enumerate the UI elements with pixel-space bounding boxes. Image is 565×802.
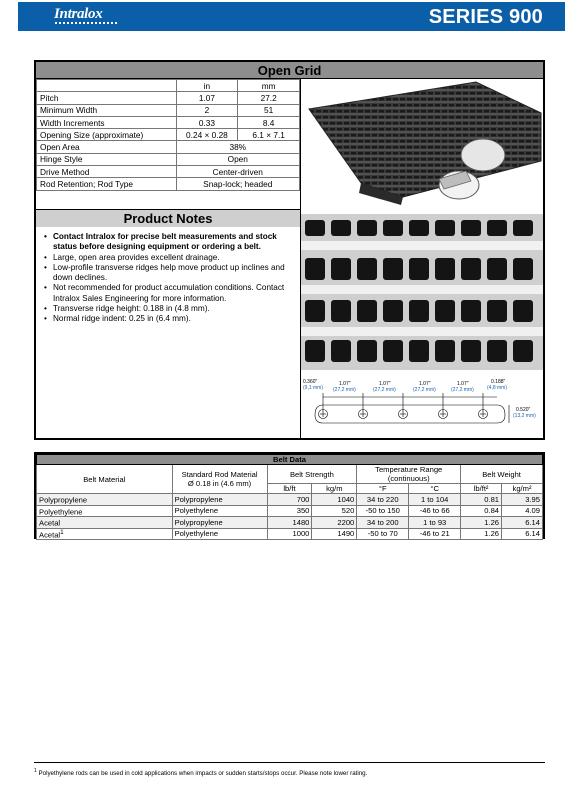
spec-value: Snap-lock; headed: [176, 178, 299, 190]
spec-in: 0.24 × 0.28: [176, 129, 238, 141]
note-item: • Not recommended for product accumulation conditions. Contact Intralox Sales Engineering for more information.: [44, 283, 296, 304]
belt-data-panel: [34, 452, 545, 539]
note-item: • Contact Intralox for precise belt measurements and stock status before designing equipment or ordering a belt.: [44, 232, 296, 253]
unit-f: °F: [357, 484, 409, 494]
spec-value: Open: [176, 153, 299, 165]
cell-lbft2: 0.81: [461, 494, 502, 506]
spec-row: [37, 141, 300, 153]
unit-c: °C: [409, 484, 461, 494]
footnote-text: Polyethylene rods can be used in cold applications when impacts or sudden starts/stops occur. Please note lower rating.: [38, 770, 368, 778]
cell-lbft2: 1.26: [461, 517, 502, 529]
dim-depth-mm: (13,2 mm): [513, 413, 536, 419]
footnote-rule: [34, 762, 545, 763]
spec-row: [37, 129, 300, 141]
product-notes-header: [36, 210, 300, 227]
spec-value: 38%: [176, 141, 299, 153]
spec-row: [37, 166, 300, 178]
col-rod-material: [172, 465, 267, 494]
cell-lbft2: 0.84: [461, 505, 502, 517]
spec-label: Opening Size (approximate): [37, 129, 177, 141]
dim-ridge-mm: (4,8 mm): [487, 385, 507, 391]
cell-c: 1 to 93: [409, 517, 461, 529]
cell-material: [37, 517, 173, 529]
col-temperature: [357, 465, 461, 484]
dim-pitch-mm: (27,2 mm): [333, 387, 356, 393]
unit-kgm: kg/m: [312, 484, 357, 494]
cell-material: [37, 494, 173, 506]
dim-pitch-in: 1.07": [339, 381, 351, 387]
cell-c: -46 to 21: [409, 528, 461, 540]
spec-mm: 6.1 × 7.1: [238, 129, 300, 141]
product-notes-title: Product Notes: [123, 211, 213, 226]
spec-mm: 8.4: [238, 116, 300, 128]
cell-rod: Polypropylene: [172, 494, 267, 506]
dim-pitch-mm: (27,2 mm): [451, 387, 474, 393]
table-row: [37, 494, 543, 506]
spec-label: Open Area: [37, 141, 177, 153]
cell-f: -50 to 150: [357, 505, 409, 517]
unit-lbft: lb/ft: [267, 484, 312, 494]
col-temperature-line2: (continuous): [387, 474, 430, 483]
cell-c: 1 to 104: [409, 494, 461, 506]
belt-data-header-row: [37, 465, 543, 484]
cell-lbft: 350: [267, 505, 312, 517]
col-belt-strength: Belt Strength: [267, 465, 357, 484]
cell-rod: Polyethylene: [172, 505, 267, 517]
spec-value: Center-driven: [176, 166, 299, 178]
cell-kgm: 1040: [312, 494, 357, 506]
logo-chain-graphic: [55, 22, 117, 26]
spec-label: Width Increments: [37, 116, 177, 128]
cell-lbft: 1000: [267, 528, 312, 540]
unit-lbft2: lb/ft²: [461, 484, 502, 494]
note-item: • Low-profile transverse ridges help move product up inclines and down declines.: [44, 263, 296, 284]
dim-pitch-in: 1.07": [379, 381, 391, 387]
spec-row: [37, 153, 300, 165]
cell-lbft: 700: [267, 494, 312, 506]
table-row: [37, 505, 543, 517]
cell-rod: Polypropylene: [172, 517, 267, 529]
spec-row: [37, 116, 300, 128]
dimension-drawing: [301, 375, 543, 438]
spec-label: Hinge Style: [37, 153, 177, 165]
unit-kgm2: kg/m²: [502, 484, 543, 494]
spec-header-row: [37, 80, 300, 92]
logo-wordmark: Intralox: [54, 6, 103, 22]
cell-material-text: Acetal: [39, 518, 61, 528]
product-notes-section: [36, 209, 300, 438]
table-row: [37, 528, 543, 540]
note-item: • Normal ridge indent: 0.25 in (6.4 mm).: [44, 314, 296, 324]
cell-material: [37, 505, 173, 517]
header-bar: [18, 2, 565, 31]
col-rod-material-line1: Standard Rod Material: [181, 470, 258, 479]
cell-material-sup: 1: [60, 528, 64, 536]
spec-mm: 27.2: [238, 92, 300, 104]
cell-kgm2: 4.09: [502, 505, 543, 517]
col-temperature-line1: Temperature Range: [375, 465, 443, 474]
dim-thickness-mm: (9,1 mm): [303, 385, 323, 391]
spec-row: [37, 178, 300, 190]
spec-in: 0.33: [176, 116, 238, 128]
spec-mm: 51: [238, 104, 300, 116]
belt-render-image: [301, 79, 543, 207]
cell-kgm: 2200: [312, 517, 357, 529]
product-notes-list: [44, 232, 296, 325]
cell-lbft: 1480: [267, 517, 312, 529]
spec-col-mm: mm: [238, 80, 300, 92]
col-belt-weight: Belt Weight: [461, 465, 543, 484]
spec-in: 2: [176, 104, 238, 116]
table-row: [37, 517, 543, 529]
open-grid-header: [36, 62, 543, 79]
open-grid-panel: [34, 60, 545, 440]
dim-pitch-in: 1.07": [457, 381, 469, 387]
belt-data-table: [36, 454, 543, 540]
note-item: • Transverse ridge height: 0.188 in (4.8 mm).: [44, 304, 296, 314]
cell-material-text: Polypropylene: [39, 495, 88, 505]
dim-pitch-in: 1.07": [419, 381, 431, 387]
cell-f: 34 to 220: [357, 494, 409, 506]
spec-header-blank: [37, 80, 177, 92]
cell-material-text: Acetal: [39, 530, 61, 540]
col-belt-material: Belt Material: [37, 465, 173, 494]
spec-table: [36, 79, 300, 191]
spec-label: Pitch: [37, 92, 177, 104]
cell-kgm2: 6.14: [502, 528, 543, 540]
note-item: • Large, open area provides excellent drainage.: [44, 253, 296, 263]
cell-lbft2: 1.26: [461, 528, 502, 540]
cell-f: 34 to 200: [357, 517, 409, 529]
spec-label: Drive Method: [37, 166, 177, 178]
spec-label: Minimum Width: [37, 104, 177, 116]
cell-kgm2: 6.14: [502, 517, 543, 529]
belt-closeup-image: [301, 214, 543, 370]
dim-thickness-in: 0.360": [303, 379, 318, 385]
cell-kgm: 1490: [312, 528, 357, 540]
intralox-logo: [54, 6, 120, 30]
spec-row: [37, 92, 300, 104]
spec-in: 1.07: [176, 92, 238, 104]
spec-label: Rod Retention; Rod Type: [37, 178, 177, 190]
cell-kgm2: 3.95: [502, 494, 543, 506]
footnote: [34, 768, 367, 777]
cell-material-text: Polyethylene: [39, 507, 83, 517]
dim-pitch-mm: (27,2 mm): [373, 387, 396, 393]
belt-data-title: Belt Data: [37, 455, 543, 465]
cell-kgm: 520: [312, 505, 357, 517]
series-title: SERIES 900: [428, 6, 543, 28]
belt-data-title-row: [37, 455, 543, 465]
cell-f: -50 to 70: [357, 528, 409, 540]
cell-c: -46 to 66: [409, 505, 461, 517]
col-rod-material-line2: Ø 0.18 in (4.6 mm): [187, 479, 252, 488]
open-grid-title: Open Grid: [257, 63, 322, 78]
footnote-marker: 1: [34, 768, 37, 774]
dim-depth-in: 0.520": [516, 407, 531, 413]
cell-rod: Polyethylene: [172, 528, 267, 540]
dim-ridge-in: 0.188": [491, 379, 506, 385]
spec-col-in: in: [176, 80, 238, 92]
cell-material: [37, 528, 173, 540]
spec-row: [37, 104, 300, 116]
dim-pitch-mm: (27,2 mm): [413, 387, 436, 393]
